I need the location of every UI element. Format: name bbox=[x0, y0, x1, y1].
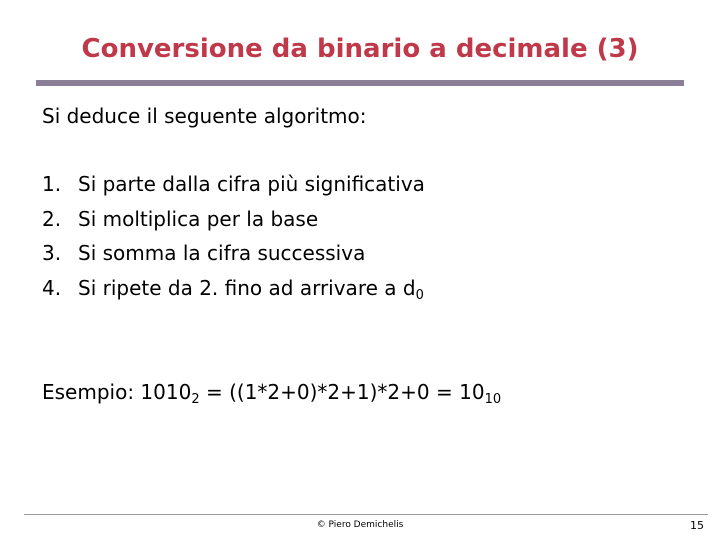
list-item bbox=[42, 207, 425, 242]
list-item bbox=[42, 172, 425, 207]
example-base-out: 10 bbox=[484, 392, 502, 407]
intro-text: Si deduce il seguente algoritmo: bbox=[42, 104, 367, 128]
step-subscript: 0 bbox=[415, 287, 424, 303]
step-number: 2. bbox=[42, 206, 62, 231]
step-number: 1. bbox=[42, 172, 62, 196]
page-number: 15 bbox=[690, 519, 704, 532]
title-divider bbox=[36, 80, 684, 86]
step-text: Si moltiplica per la base bbox=[78, 206, 319, 231]
example-expression: = ((1*2+0)*2+1)*2+0 = 10 bbox=[199, 380, 485, 404]
step-text: Si parte dalla cifra più significativa bbox=[78, 172, 425, 196]
list-item bbox=[42, 241, 425, 276]
step-number: 3. bbox=[42, 241, 62, 265]
example-base-in: 2 bbox=[191, 392, 200, 407]
list-item bbox=[42, 276, 425, 311]
example-label: Esempio: 1010 bbox=[42, 380, 192, 404]
step-text: Si ripete da 2. fino ad arrivare a d bbox=[78, 275, 416, 300]
slide-title: Conversione da binario a decimale (3) bbox=[81, 34, 639, 64]
footer-author: © Piero Demichelis bbox=[316, 520, 404, 530]
example-line bbox=[42, 380, 502, 407]
step-text: Si somma la cifra successiva bbox=[78, 241, 366, 265]
footer-divider bbox=[24, 514, 708, 515]
algorithm-steps bbox=[42, 172, 425, 310]
step-number: 4. bbox=[42, 275, 62, 300]
